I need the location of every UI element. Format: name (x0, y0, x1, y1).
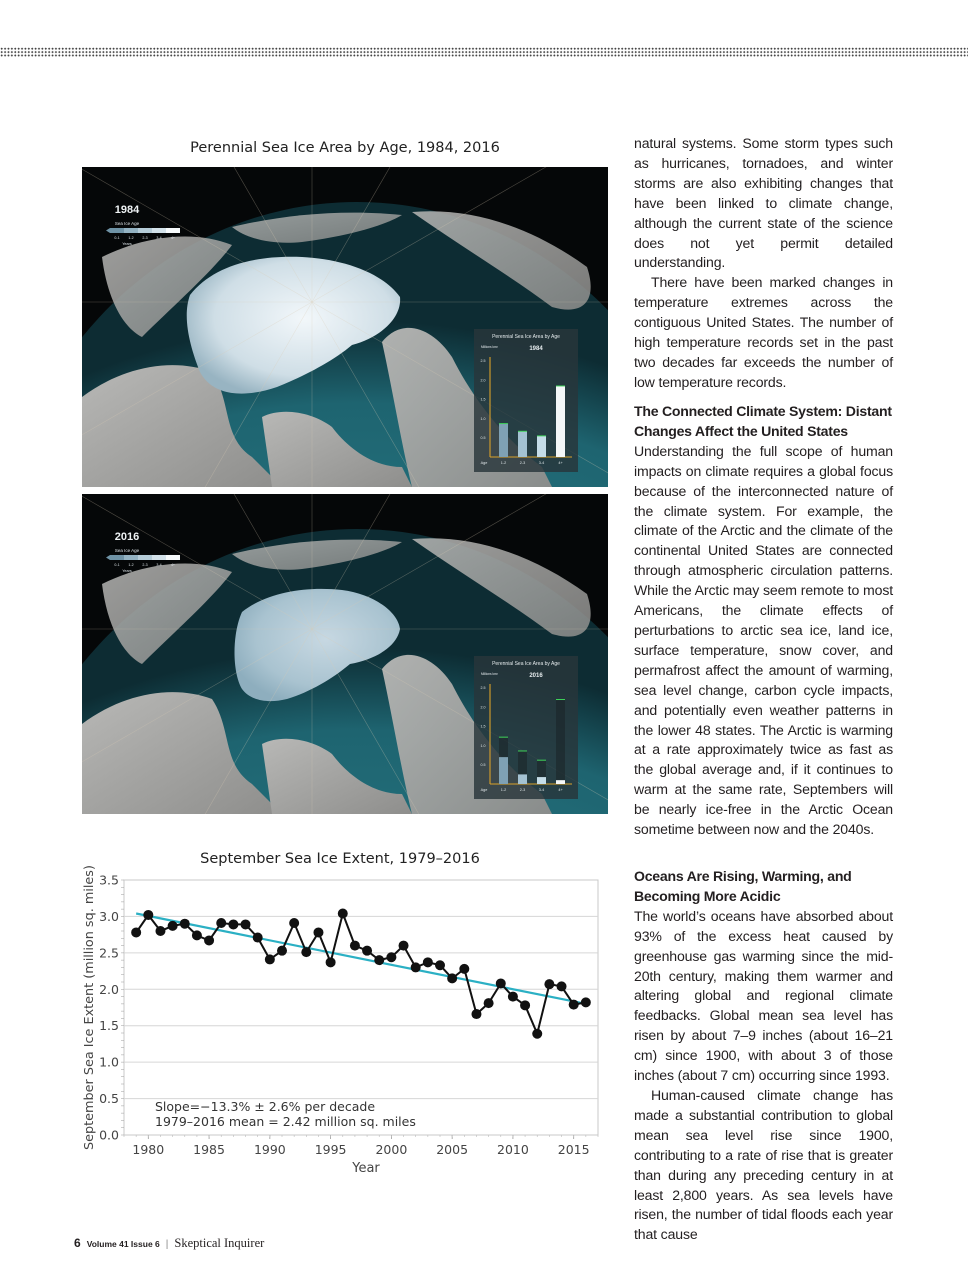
data-point (265, 954, 275, 964)
svg-text:0-1: 0-1 (114, 563, 120, 567)
y-tick-label: 1.0 (99, 1054, 119, 1070)
data-point (131, 927, 141, 937)
y-tick-label: 0.5 (99, 1091, 119, 1107)
svg-text:3-4: 3-4 (538, 461, 545, 465)
data-point (155, 926, 165, 936)
inset-bar (499, 757, 508, 784)
arctic-sea-ice-image-2016 (82, 494, 608, 814)
x-tick-label: 2000 (375, 1142, 408, 1157)
data-point (374, 955, 384, 965)
data-point (350, 941, 360, 951)
y-tick-label: 3.5 (99, 872, 119, 888)
inset-bar (499, 424, 508, 457)
inset-bar (556, 386, 565, 457)
header-dotted-rule (0, 47, 968, 57)
x-tick-label: 2005 (436, 1142, 469, 1157)
article-paragraph: Human-caused climate change has made a substantial contribution to global mean sea level rise since 1900, contributing to a rate of rise that is greater than during any preceding century in at least 2,800 years. As sea levels have risen, the number of tidal floods each year that cause (634, 1086, 893, 1243)
data-point (411, 962, 421, 972)
svg-text:4+: 4+ (170, 236, 176, 240)
svg-text:2-3: 2-3 (142, 563, 148, 567)
data-point (569, 1000, 579, 1010)
svg-text:2.0: 2.0 (480, 378, 486, 383)
svg-text:3-4: 3-4 (156, 236, 162, 240)
chart-annotation: 1979–2016 mean = 2.42 million sq. miles (155, 1114, 416, 1129)
data-point (228, 919, 238, 929)
data-point (435, 960, 445, 970)
inset-bar (537, 777, 546, 784)
svg-text:1.5: 1.5 (480, 397, 486, 402)
data-point (581, 997, 591, 1007)
data-point (484, 998, 494, 1008)
x-tick-label: 2015 (557, 1142, 590, 1157)
section-connected-climate (634, 402, 893, 840)
panel-year-label: 1984 (114, 204, 140, 216)
svg-text:4+: 4+ (170, 563, 176, 567)
inset-bar (518, 431, 527, 457)
svg-text:1-2: 1-2 (500, 461, 507, 465)
svg-text:1.5: 1.5 (480, 724, 486, 729)
x-tick-label: 1980 (132, 1142, 165, 1157)
svg-text:Millions km²: Millions km² (481, 672, 498, 676)
svg-text:Millions km²: Millions km² (481, 345, 498, 349)
page-number: 6 (74, 1236, 81, 1250)
data-point (399, 941, 409, 951)
svg-text:Perennial Sea Ice Area by Age: Perennial Sea Ice Area by Age (492, 334, 560, 340)
svg-text:4+: 4+ (558, 461, 563, 465)
svg-text:Age: Age (480, 461, 488, 465)
y-axis-label: September Sea Ice Extent (million sq. miles) (82, 865, 97, 1150)
svg-text:4+: 4+ (558, 788, 563, 792)
data-point (253, 933, 263, 943)
data-point (557, 981, 567, 991)
svg-text:2.5: 2.5 (480, 359, 486, 364)
section-heading: Oceans Are Rising, Warming, and Becoming More Acidic (634, 868, 852, 904)
data-point (362, 946, 372, 956)
data-point (192, 930, 202, 940)
y-tick-label: 2.5 (99, 945, 119, 961)
x-tick-label: 1985 (193, 1142, 225, 1157)
data-point (143, 910, 153, 920)
x-axis-label: Year (352, 1161, 380, 1176)
x-tick-label: 1990 (253, 1142, 286, 1157)
article-paragraph: Understanding the full scope of human impacts on climate requires a global focus because of the interconnected nature of the climate system. For example, the climate of the Arctic and the climate of the continental United States are connected through atmospheric circulation patterns. While the Arctic may seem remote to most Americans, the climate effects of perturbations to arctic sea ice, land ice, surface temperature, snow cover, and permafrost affect the amount of warming, sea level change, carbon cycle impacts, and potentially even weather patterns in the lower 48 states. The Arctic is warming at a rate approximately twice as fast as the global average and, if it continues to warm at the same rate, Septembers will be nearly ice-free in the Arctic Ocean sometime between now and the 2040s. (634, 442, 893, 838)
svg-text:1-2: 1-2 (500, 788, 507, 792)
data-point (180, 919, 190, 929)
svg-text:3-4: 3-4 (538, 788, 545, 792)
data-point (386, 952, 396, 962)
svg-text:0-1: 0-1 (114, 236, 120, 240)
perennial-figure-caption: Perennial Sea Ice Area by Age, 1984, 2016 (190, 140, 500, 156)
arctic-sea-ice-image-1984 (82, 167, 608, 487)
data-point (204, 935, 214, 945)
svg-text:1.0: 1.0 (480, 416, 486, 421)
data-point (289, 918, 299, 928)
section-oceans (634, 867, 893, 1245)
chart-annotation: Slope=−13.3% ± 2.6% per decade (155, 1099, 376, 1114)
svg-text:Sea Ice Age: Sea Ice Age (114, 221, 140, 226)
data-point (216, 918, 226, 928)
article-column (634, 134, 893, 393)
data-point (313, 927, 323, 937)
data-point (508, 992, 518, 1002)
y-tick-label: 3.0 (99, 908, 119, 924)
section-heading: The Connected Climate System: Distant Changes Affect the United States (634, 403, 892, 439)
data-point (423, 957, 433, 967)
y-tick-label: 0.0 (99, 1127, 119, 1143)
data-point (447, 973, 457, 983)
volume-issue: Volume 41 Issue 6 (86, 1239, 160, 1249)
footer-separator: | (165, 1239, 169, 1250)
data-point (459, 964, 469, 974)
y-tick-label: 1.5 (99, 1018, 119, 1034)
article-paragraph: There have been marked changes in temperature extremes across the contiguous United States. The number of high temperature records set in the past two decades far exceeds the number of low temperature records. (634, 274, 893, 390)
inset-bar (556, 780, 565, 784)
article-paragraph: The world’s oceans have absorbed about 93% of the excess heat caused by greenhouse gas warming since the mid-20th century, making them warmer and altering global and regional climate feedbacks. Global mean sea level has risen by about 7–9 inches (about 16–21 cm) since 1900, with about 3 of those inches (about 7 cm) occurring since 1993. (634, 907, 893, 1084)
svg-text:2-3: 2-3 (519, 788, 526, 792)
svg-text:Years: Years (122, 569, 132, 573)
svg-text:2.5: 2.5 (480, 686, 486, 691)
data-point (496, 978, 506, 988)
x-tick-label: 2010 (497, 1142, 529, 1157)
svg-text:Perennial Sea Ice Area by Age: Perennial Sea Ice Area by Age (492, 661, 560, 667)
page-footer (74, 1236, 264, 1251)
data-point (241, 919, 251, 929)
magazine-name: Skeptical Inquirer (174, 1236, 265, 1250)
svg-text:1-2: 1-2 (128, 563, 134, 567)
data-point (168, 921, 178, 931)
svg-text:2-3: 2-3 (142, 236, 148, 240)
data-point (277, 946, 287, 956)
data-point (301, 947, 311, 957)
svg-text:0.5: 0.5 (480, 436, 486, 440)
september-figure-caption: September Sea Ice Extent, 1979–2016 (200, 851, 480, 867)
data-point (338, 909, 348, 919)
panel-year-label: 2016 (114, 531, 140, 543)
data-point (471, 1009, 481, 1019)
y-tick-label: 2.0 (99, 981, 119, 997)
svg-text:2.0: 2.0 (480, 705, 486, 710)
september-sea-ice-chart (78, 848, 608, 1178)
svg-text:0.5: 0.5 (480, 763, 486, 767)
x-tick-label: 1995 (314, 1142, 347, 1157)
svg-text:Years: Years (122, 242, 132, 246)
inset-bar (537, 436, 546, 457)
svg-text:3-4: 3-4 (156, 563, 162, 567)
svg-text:2-3: 2-3 (519, 461, 526, 465)
inset-bar (518, 774, 527, 784)
svg-text:Age: Age (480, 788, 488, 792)
svg-text:2016: 2016 (529, 673, 543, 679)
data-point (520, 1000, 530, 1010)
data-point (544, 979, 554, 989)
svg-text:1984: 1984 (529, 346, 543, 352)
svg-text:1-2: 1-2 (128, 236, 134, 240)
data-point (532, 1029, 542, 1039)
svg-text:1.0: 1.0 (480, 743, 486, 748)
data-point (326, 957, 336, 967)
svg-text:Sea Ice Age: Sea Ice Age (114, 548, 140, 553)
article-paragraph: natural systems. Some storm types such as hurricanes, tornadoes, and winter storms are also exhibiting changes that have been linked to climate change, although the current state of the science does not yet permit detailed understanding. (634, 135, 893, 271)
